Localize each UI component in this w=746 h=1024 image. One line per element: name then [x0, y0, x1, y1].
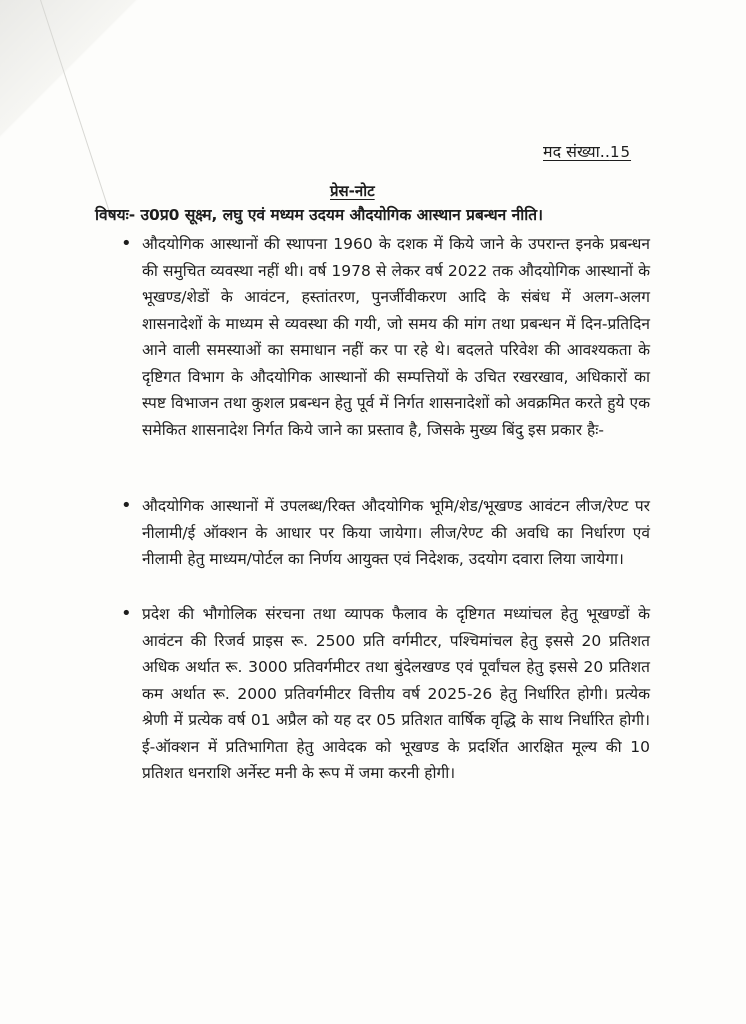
bullet-item-2 [95, 493, 650, 573]
bullet-dot: • [121, 495, 132, 516]
subject-line: विषयः- उ0प्र0 सूक्ष्म, लघु एवं मध्यम उदयम औदयोगिक आस्थान प्रबन्धन नीति। [95, 206, 543, 224]
page-fold-shadow [0, 0, 150, 150]
bullet-text: औदयोगिक आस्थानों की स्थापना 1960 के दशक में किये जाने के उपरान्त इनके प्रबन्धन की समुचित व्यवस्था नहीं थी। वर्ष 1978 से लेकर वर्ष 2022 तक औदयोगिक आस्थानों के भूखण्ड/शेडों के आवंटन, हस्तांतरण, पुनर्जीवीकरण आदि के संबंध में अलग-अलग शासनादेशों के माध्यम से व्यवस्था की गयी, जो समय की मांग तथा प्रबन्धन में दिन-प्रतिदिन आने वाली समस्याओं का समाधान नहीं कर पा रहे थे। बदलते परिवेश की आवश्यकता के दृष्टिगत विभाग के औदयोगिक आस्थानों की सम्पत्तियों के उचित रखरखाव, अधिकारों का स्पष्ट विभाजन तथा कुशल प्रबन्धन हेतु पूर्व में निर्गत शासनादेशों को अवक्रमित करते हुये एक समेकित शासनादेश निर्गत किये जाने का प्रस्ताव है, जिसके मुख्य बिंदु इस प्रकार हैः- [142, 235, 650, 439]
bullet-dot: • [121, 603, 132, 624]
bullet-text: औदयोगिक आस्थानों में उपलब्ध/रिक्त औदयोगिक भूमि/शेड/भूखण्ड आवंटन लीज/रेण्ट पर नीलामी/ई ऑक्शन के आधार पर किया जायेगा। लीज/रेण्ट की अवधि का निर्धारण एवं नीलामी हेतु माध्यम/पोर्टल का निर्णय आयुक्त एवं निदेशक, उदयोग दवारा लिया जायेगा। [142, 497, 650, 568]
bullet-item-3 [95, 601, 650, 787]
item-number-label: मद संख्या.. [543, 142, 610, 161]
bullet-item-1 [95, 231, 650, 443]
item-number-value: 15 [609, 143, 632, 161]
bullet-text: प्रदेश की भौगोलिक संरचना तथा व्यापक फैलाव के दृष्टिगत मध्यांचल हेतु भूखण्डों के आवंटन की रिजर्व प्राइस रू. 2500 प्रति वर्गमीटर, पश्चिमांचल हेतु इससे 20 प्रतिशत अधिक अर्थात रू. 3000 प्रतिवर्गमीटर तथा बुंदेलखण्ड एवं पूर्वांचल हेतु इससे 20 प्रतिशत कम अर्थात रू. 2000 प्रतिवर्गमीटर वित्तीय वर्ष 2025-26 हेतु निर्धारित होगी। प्रत्येक श्रेणी में प्रत्येक वर्ष 01 अप्रैल को यह दर 05 प्रतिशत वार्षिक वृद्धि के साथ निर्धारित होगी। ई-ऑक्शन में प्रतिभागिता हेतु आवेदक को भूखण्ड के प्रदर्शित आरक्षित मूल्य की 10 प्रतिशत धनराशि अर्नेस्ट मनी के रूप में जमा करनी होगी। [142, 605, 650, 782]
bullet-dot: • [121, 233, 132, 254]
item-number-header [543, 140, 631, 162]
document-title: प्रेस-नोट [330, 182, 375, 200]
